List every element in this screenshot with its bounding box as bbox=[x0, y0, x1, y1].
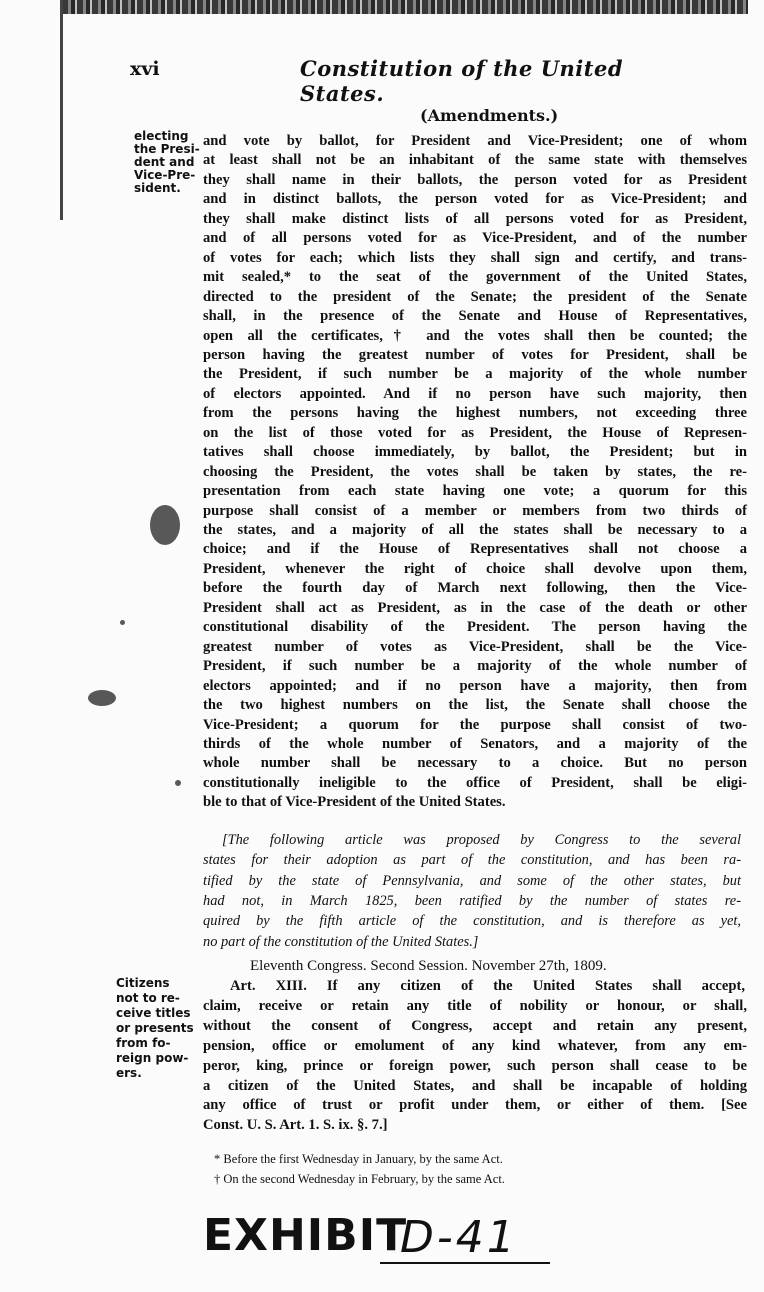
text-line: peror, king, prince or foreign power, such person shall cease to be bbox=[203, 1057, 747, 1074]
sidenote-line: electing bbox=[134, 129, 189, 143]
sidenote-line: dent and bbox=[134, 155, 195, 169]
text-line: pension, office or emolument of any kind whatever, from any em- bbox=[203, 1037, 747, 1054]
text-line: from the persons having the highest numbers, not exceeding three bbox=[203, 405, 747, 422]
sidenote-line: sident. bbox=[134, 181, 181, 195]
text-line: quired by the fifth article of the constitution, and is therefore as yet, bbox=[203, 913, 741, 930]
text-line: at least shall not be an inhabitant of the same state with themselves bbox=[203, 152, 747, 169]
sidenote-line: reign pow- bbox=[116, 1051, 189, 1065]
text-line: thirds of the whole number of Senators, and a majority of the bbox=[203, 735, 747, 752]
sidenote-line: not to re- bbox=[116, 991, 180, 1005]
text-line: any office of trust or profit under them, or either of them. [See bbox=[203, 1097, 747, 1114]
text-line: mit sealed,* to the seat of the government of the United States, bbox=[203, 269, 747, 286]
text-line: and of all persons voted for as Vice-President, and of the number bbox=[203, 230, 747, 247]
ink-blot bbox=[175, 780, 181, 786]
ink-blot bbox=[150, 505, 180, 545]
text-line: [The following article was proposed by Congress to the several bbox=[222, 832, 741, 848]
text-line: they shall name in their ballots, the person voted for as President bbox=[203, 171, 747, 188]
running-title: Constitution of the United States. bbox=[300, 56, 624, 106]
text-line: open all the certificates,† and the votes shall then be counted; the bbox=[203, 327, 747, 344]
text-line: and vote by ballot, for President and Vice-President; one of whom bbox=[203, 133, 747, 149]
text-line: directed to the president of the Senate; the president of the Senate bbox=[203, 288, 747, 305]
sidenote-line: the Presi- bbox=[134, 142, 200, 156]
text-line: greatest number of votes as Vice-President, shall be the Vice- bbox=[203, 638, 747, 655]
sidenote-line: ers. bbox=[116, 1066, 142, 1080]
text-line: no part of the constitution of the United States.] bbox=[203, 933, 479, 950]
text-line: the President, if such number be a majority of the whole number bbox=[203, 366, 747, 383]
text-line: President, whenever the right of choice shall devolve upon them, bbox=[203, 560, 747, 577]
text-line: shall, in the presence of the Senate and House of Representatives, bbox=[203, 308, 747, 325]
exhibit-number: D-41 bbox=[400, 1212, 518, 1263]
text-line: the states, and a majority of all the states shall be necessary to a bbox=[203, 522, 747, 538]
text-line: of electors appointed. And if no person have such majority, then bbox=[203, 385, 747, 402]
text-line: Vice-President; a quorum for the purpose shall consist of two- bbox=[203, 716, 747, 733]
ink-blot bbox=[120, 620, 125, 625]
scan-edge-band bbox=[62, 0, 748, 14]
text-line: purpose shall consist of a member or members from two thirds of bbox=[203, 502, 747, 519]
text-line: had not, in March 1825, been ratified by the number of states re- bbox=[203, 892, 741, 909]
text-line: without the consent of Congress, accept and retain any present, bbox=[203, 1017, 747, 1034]
text-line: President shall act as President, as in the case of the death or other bbox=[203, 599, 747, 616]
session-heading: Eleventh Congress. Second Session. November 27th, 1809. bbox=[250, 958, 607, 974]
text-line: tified by the state of Pennsylvania, and some of the other states, but bbox=[203, 872, 741, 889]
text-line: President, if such number be a majority of the whole number of bbox=[203, 658, 747, 675]
ink-blot bbox=[88, 690, 116, 706]
text-line: person having the greatest number of votes for President, shall be bbox=[203, 346, 747, 363]
sidenote-line: or presents bbox=[116, 1021, 194, 1035]
text-line: constitutionally ineligible to the office of President, shall be eligi- bbox=[203, 774, 747, 791]
text-line: presentation from each state having one vote; a quorum for this bbox=[203, 483, 747, 500]
text-line: they shall make distinct lists of all persons voted for as President, bbox=[203, 210, 747, 227]
sidenote-line: Citizens bbox=[116, 976, 170, 990]
text-line: the two highest numbers on the list, the Senate shall choose the bbox=[203, 697, 747, 714]
sidenote-line: Vice-Pre- bbox=[134, 168, 196, 182]
exhibit-label: EXHIBIT bbox=[203, 1210, 408, 1261]
text-line: choice; and if the House of Representatives shall not choose a bbox=[203, 541, 747, 558]
sidenote-line: from fo- bbox=[116, 1036, 171, 1050]
footnote: * Before the first Wednesday in January, by the same Act. bbox=[214, 1152, 503, 1166]
scan-edge-rule bbox=[60, 0, 63, 220]
text-line: of votes for each; which lists they shall sign and certify, and trans- bbox=[203, 249, 747, 266]
text-line: Const. U. S. Art. 1. S. ix. §. 7.] bbox=[203, 1117, 388, 1134]
sidenote-line: ceive titles bbox=[116, 1006, 191, 1020]
page-number: xvi bbox=[130, 58, 160, 80]
text-line: before the fourth day of March next following, then the Vice- bbox=[203, 580, 747, 597]
text-line: electors appointed; and if no person have a majority, then from bbox=[203, 677, 747, 694]
text-line: states for their adoption as part of the constitution, and has been ra- bbox=[203, 852, 741, 869]
sidenote-electing bbox=[134, 130, 200, 195]
text-line: tatives shall choose immediately, by ballot, the President; but in bbox=[203, 444, 747, 461]
text-line: ble to that of Vice-President of the United States. bbox=[203, 794, 506, 811]
text-line: on the list of those voted for as President, the House of Represen- bbox=[203, 424, 747, 441]
sidenote-citizens bbox=[116, 976, 194, 1081]
footnote: † On the second Wednesday in February, by the same Act. bbox=[214, 1172, 505, 1186]
text-line: constitutional disability of the President. The person having the bbox=[203, 619, 747, 636]
text-line: Art. XIII. If any citizen of the United States shall accept, bbox=[230, 978, 745, 994]
text-line: choosing the President, the votes shall be taken by states, the re- bbox=[203, 463, 747, 480]
text-line: a citizen of the United States, and shall be incapable of holding bbox=[203, 1077, 747, 1094]
text-line: and in distinct ballots, the person voted for as Vice-President; and bbox=[203, 191, 747, 208]
text-line: claim, receive or retain any title of nobility or honour, or shall, bbox=[203, 997, 747, 1014]
text-line: whole number shall be necessary to a choice. But no person bbox=[203, 755, 747, 772]
section-subhead: (Amendments.) bbox=[420, 106, 559, 125]
